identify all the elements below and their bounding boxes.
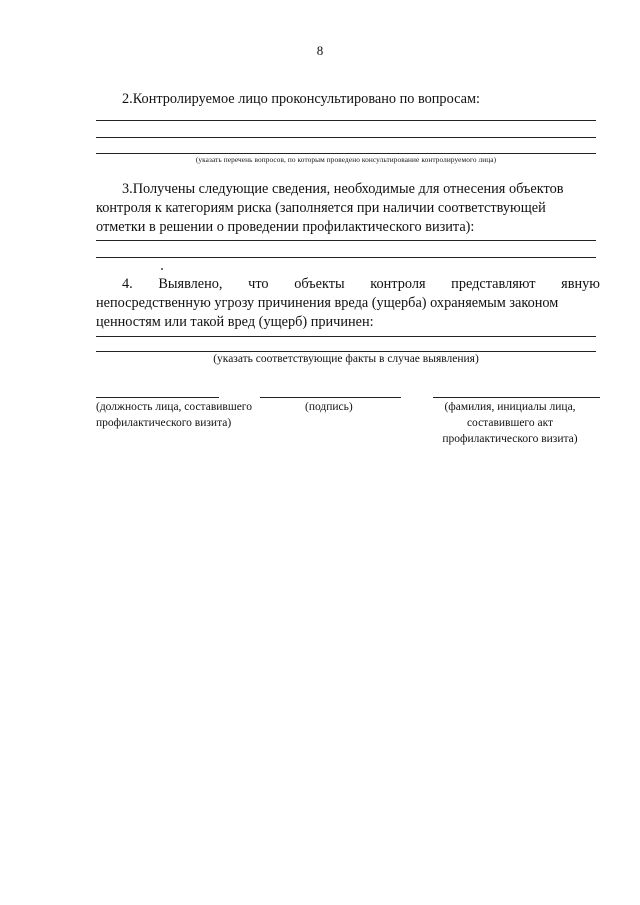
page-number: 8 (316, 43, 324, 58)
section4-word: 4. (122, 276, 133, 292)
section3-paragraph (96, 180, 600, 237)
signature-line (260, 397, 401, 398)
fill-line (96, 137, 596, 138)
section4-paragraph (96, 275, 600, 332)
section2-caption: (указать перечень вопросов, по которым проведено консультирование контролируемого лица) (195, 155, 497, 164)
section3-line2: контроля к категориям риска (заполняется при наличии соответствующей (96, 200, 546, 216)
fill-line (96, 351, 596, 352)
fill-line (96, 336, 596, 337)
name-line (433, 397, 600, 398)
name-label-line2: составившего акт (466, 417, 554, 429)
section3-line3: отметки в решении о проведении профилактического визита): (96, 219, 475, 235)
fill-line (96, 257, 596, 258)
section3-line1: 3.Получены следующие сведения, необходимые для отнесения объектов (122, 181, 564, 197)
position-label-line2: профилактического визита) (96, 417, 232, 429)
fill-line (96, 240, 596, 241)
section4-word: что (248, 276, 269, 292)
section2-heading: 2.Контролируемое лицо проконсультировано по вопросам: (122, 91, 480, 107)
section4-word: контроля (370, 276, 426, 292)
fill-line (96, 120, 596, 121)
stray-mark (161, 268, 163, 270)
position-line (96, 397, 219, 398)
name-label-line3: профилактического визита) (442, 433, 578, 445)
name-label (420, 399, 600, 447)
section4-word: представляют (451, 276, 536, 292)
position-label (96, 399, 296, 431)
section4-line3: ценностям или такой вред (ущерб) причинен: (96, 314, 374, 330)
section4-word: объекты (294, 276, 345, 292)
position-label-line1: (должность лица, составившего (96, 401, 252, 413)
section4-line1 (96, 275, 600, 294)
signature-label: (подпись) (305, 401, 353, 413)
fill-line (96, 153, 596, 154)
name-label-line1: (фамилия, инициалы лица, (444, 401, 576, 413)
section4-word: Выявлено, (158, 276, 223, 292)
section4-caption: (указать соответствующие факты в случае выявления) (213, 353, 479, 365)
section4-word: явную (561, 276, 600, 292)
section4-line2: непосредственную угрозу причинения вреда (ущерба) охраняемым законом (96, 295, 559, 311)
